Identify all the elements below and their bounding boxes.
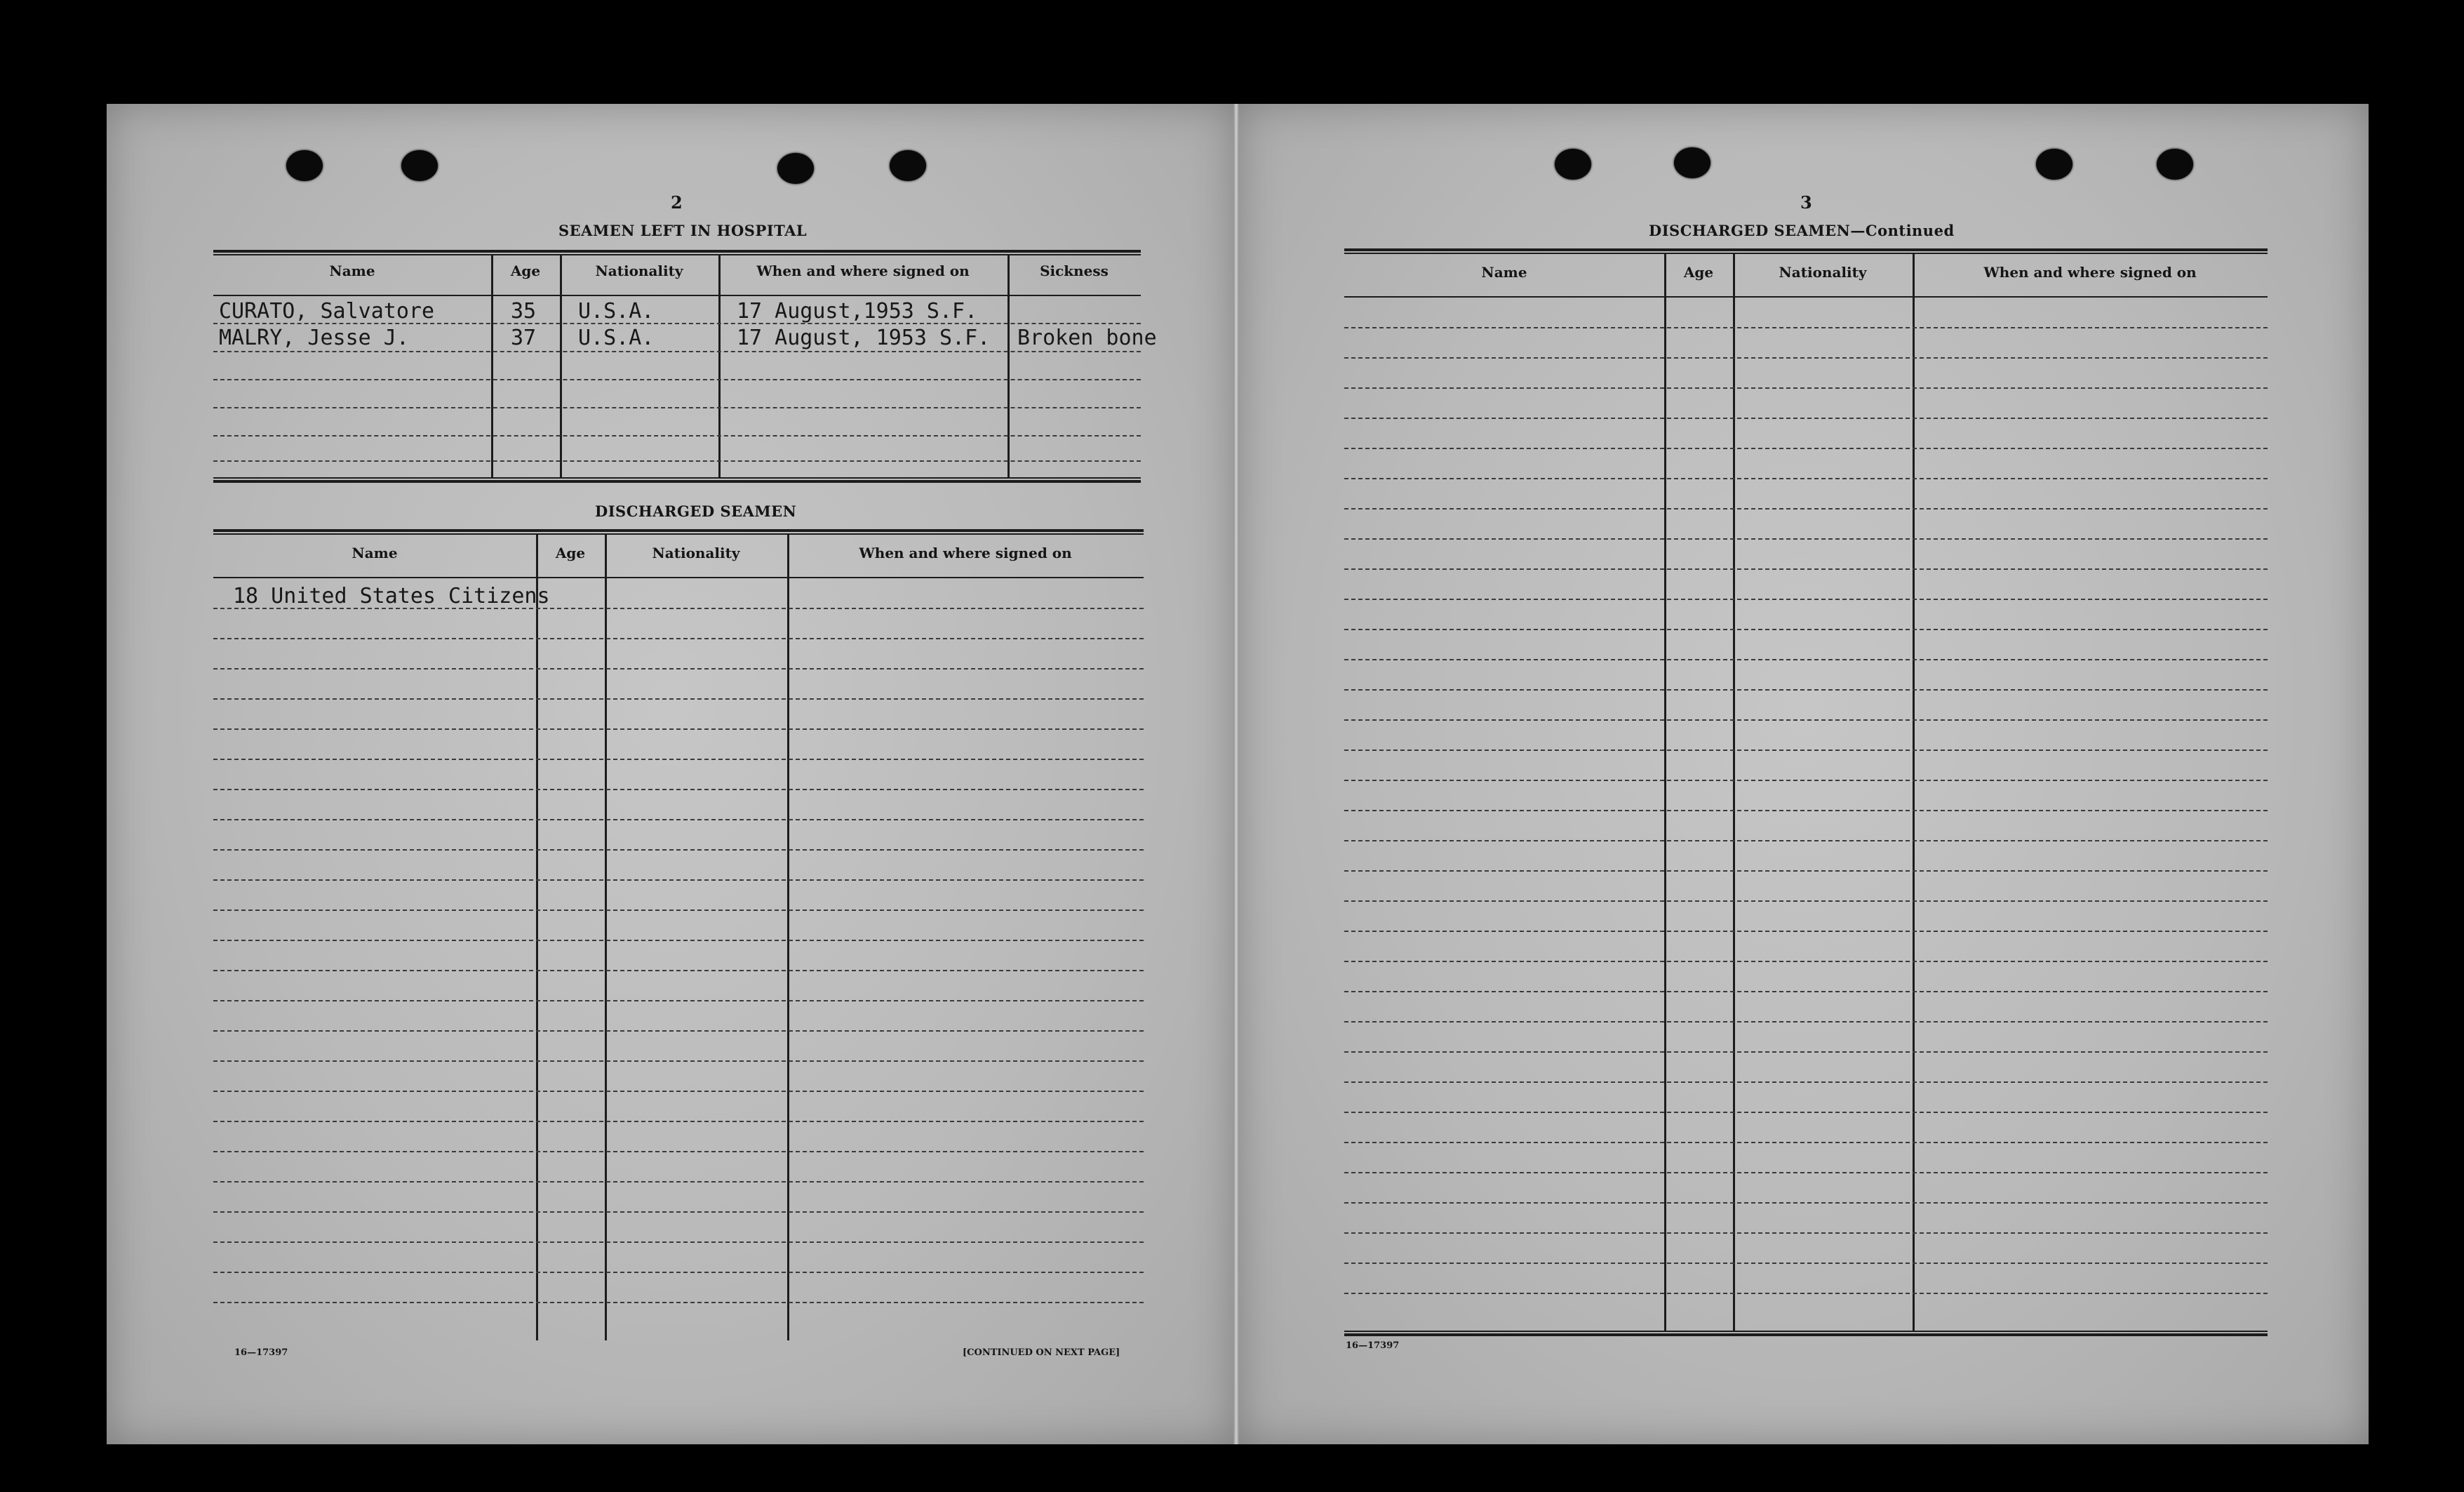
table-row xyxy=(1344,418,2268,419)
table-row xyxy=(1344,1263,2268,1264)
table-row xyxy=(1344,387,2268,389)
table-row xyxy=(1344,508,2268,509)
table-row xyxy=(1344,719,2268,721)
table-row xyxy=(213,1302,1144,1303)
discharged-header-name: Name xyxy=(351,545,398,561)
hospital-row-1-name: CURATO, Salvatore xyxy=(219,299,435,324)
table-row xyxy=(1344,599,2268,600)
table-row xyxy=(1344,568,2268,570)
page-number-right: 3 xyxy=(1800,192,1812,213)
table-row xyxy=(213,1181,1144,1183)
continued-header-name: Name xyxy=(1481,264,1527,281)
table-row xyxy=(213,1060,1144,1062)
table-row xyxy=(1344,1112,2268,1113)
continued-note: [CONTINUED ON NEXT PAGE] xyxy=(963,1347,1120,1358)
page-fold xyxy=(1233,104,1239,1444)
table-row xyxy=(1344,961,2268,962)
punch-hole xyxy=(890,150,926,181)
discharged-table xyxy=(213,529,1144,1343)
continued-header-age: Age xyxy=(1683,264,1714,281)
table-row xyxy=(213,819,1144,820)
table-row xyxy=(1344,357,2268,359)
table-row xyxy=(1344,689,2268,691)
table-row xyxy=(213,1272,1144,1273)
punch-hole xyxy=(1555,149,1591,180)
table-row xyxy=(1344,991,2268,992)
discharged-entry: 18 United States Citizens xyxy=(233,584,550,608)
hospital-table xyxy=(213,250,1157,483)
hospital-header-name: Name xyxy=(329,262,375,279)
table-row xyxy=(213,910,1144,911)
table-row xyxy=(1344,478,2268,479)
table-row xyxy=(213,638,1144,639)
table-row xyxy=(1344,448,2268,449)
table-row xyxy=(1344,1293,2268,1294)
hospital-row-2-nationality: U.S.A. xyxy=(578,326,655,350)
table-row xyxy=(1344,1202,2268,1204)
hospital-header-nationality: Nationality xyxy=(595,262,683,279)
table-row xyxy=(213,1151,1144,1152)
table-row xyxy=(213,1121,1144,1122)
page-number-left: 2 xyxy=(671,192,683,213)
table-row xyxy=(213,1211,1144,1213)
table-row xyxy=(1344,1172,2268,1173)
table-row xyxy=(1344,931,2268,932)
continued-header-nationality: Nationality xyxy=(1779,264,1867,281)
discharged-header-signed-on: When and where signed on xyxy=(859,545,1072,561)
hospital-section-title: SEAMEN LEFT IN HOSPITAL xyxy=(558,222,808,239)
hospital-header-age: Age xyxy=(510,262,541,279)
table-row xyxy=(213,728,1144,730)
discharged-section-title: DISCHARGED SEAMEN xyxy=(595,502,797,520)
table-row xyxy=(213,698,1144,700)
table-row xyxy=(213,879,1144,881)
table-row xyxy=(213,759,1144,760)
table-row xyxy=(1344,1142,2268,1143)
punch-hole xyxy=(1674,147,1710,178)
punch-hole xyxy=(2036,149,2073,180)
hospital-row-2-name: MALRY, Jesse J. xyxy=(219,326,409,350)
hospital-header-signed-on: When and where signed on xyxy=(756,262,970,279)
hospital-row-2-sickness: Broken bone xyxy=(1017,326,1157,350)
hospital-row-2-signed-on: 17 August, 1953 S.F. xyxy=(737,326,991,350)
table-row xyxy=(213,1030,1144,1032)
table-row xyxy=(213,1091,1144,1092)
table-row xyxy=(213,1241,1144,1243)
table-row xyxy=(213,1000,1144,1001)
table-row xyxy=(1344,1232,2268,1234)
continued-header-signed-on: When and where signed on xyxy=(1983,264,2197,281)
hospital-row-1-age: 35 xyxy=(511,299,537,324)
table-row xyxy=(1344,840,2268,841)
table-row xyxy=(213,849,1144,851)
table-row xyxy=(1344,327,2268,328)
punch-hole xyxy=(401,150,438,181)
discharged-continued-table xyxy=(1344,248,2268,1338)
table-row xyxy=(1344,1021,2268,1023)
table-row xyxy=(213,789,1144,790)
hospital-row-1-nationality: U.S.A. xyxy=(578,299,655,324)
table-row xyxy=(1344,659,2268,660)
form-number-left: 16—17397 xyxy=(234,1347,288,1358)
punch-hole xyxy=(286,150,323,181)
discharged-header-age: Age xyxy=(555,545,586,561)
table-row xyxy=(1344,810,2268,811)
punch-hole xyxy=(777,153,814,184)
discharged-header-nationality: Nationality xyxy=(652,545,740,561)
punch-hole xyxy=(2157,149,2193,180)
hospital-header-sickness: Sickness xyxy=(1040,262,1109,279)
table-row xyxy=(1344,780,2268,781)
table-row xyxy=(1344,538,2268,540)
table-row xyxy=(213,668,1144,670)
form-number-right: 16—17397 xyxy=(1346,1340,1400,1351)
table-row xyxy=(1344,900,2268,902)
table-row xyxy=(213,608,1144,609)
table-row xyxy=(1344,750,2268,751)
table-row xyxy=(1344,1081,2268,1083)
hospital-row-1-signed-on: 17 August,1953 S.F. xyxy=(737,299,978,324)
table-row xyxy=(1344,870,2268,872)
table-row xyxy=(213,940,1144,941)
hospital-row-2-age: 37 xyxy=(511,326,537,350)
discharged-continued-title: DISCHARGED SEAMEN—Continued xyxy=(1649,222,1955,239)
table-row xyxy=(1344,1051,2268,1053)
table-row xyxy=(1344,629,2268,630)
table-row xyxy=(213,970,1144,971)
